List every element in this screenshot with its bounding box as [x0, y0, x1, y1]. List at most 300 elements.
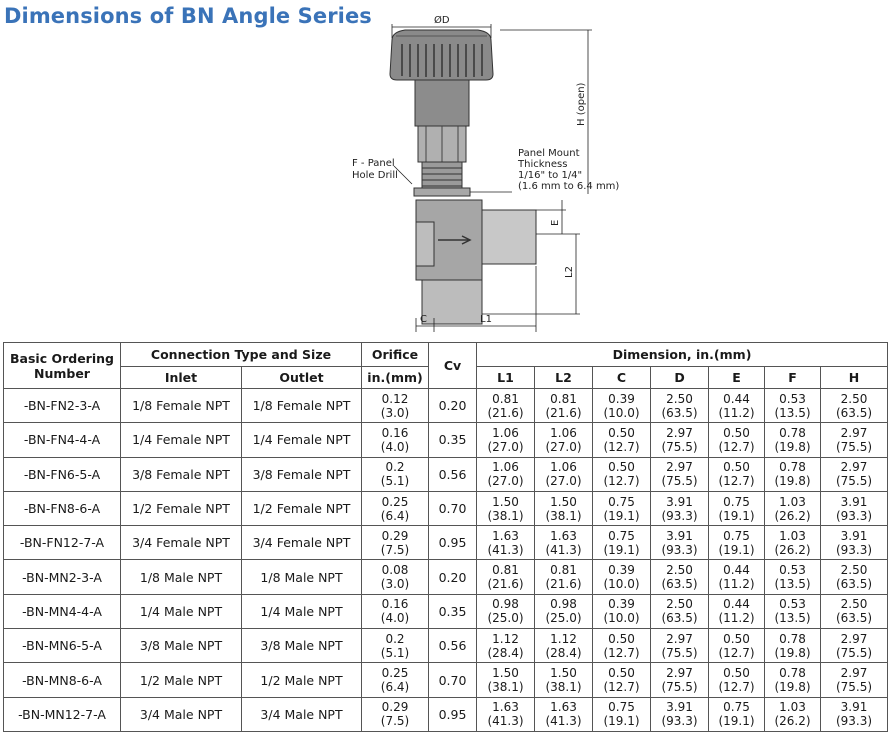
dim-h-cell [821, 423, 888, 457]
table-row [4, 663, 888, 697]
dim-e-inch: 0.44 [723, 563, 750, 578]
table-row [4, 697, 888, 731]
outlet-cell: 1/4 Male NPT [242, 594, 362, 628]
dim-l1-inch: 1.06 [492, 460, 519, 475]
orifice-mm: (5.1) [380, 645, 410, 660]
dim-h-mm: (63.5) [835, 611, 873, 626]
orifice-cell [362, 389, 429, 423]
dim-h-mm: (93.3) [835, 714, 873, 729]
dim-f-inch: 1.03 [779, 528, 806, 543]
valve-dimension-drawing [330, 14, 630, 334]
part-number: -BN-MN6-5-A [4, 629, 121, 663]
cv-cell: 0.20 [429, 560, 477, 594]
dim-d-inch: 3.91 [666, 494, 693, 509]
dim-e-mm: (11.2) [718, 577, 755, 592]
dim-h-inch: 3.91 [840, 700, 868, 715]
dim-e-cell [709, 457, 765, 491]
label-h: H (open) [576, 82, 587, 126]
label-l2: L2 [564, 266, 575, 278]
dim-l2-mm: (28.4) [545, 645, 582, 660]
dim-d-mm: (93.3) [661, 542, 698, 557]
dim-f-cell [765, 594, 821, 628]
dim-l1-mm: (38.1) [487, 680, 524, 695]
label-f-2: Hole Drill [352, 170, 398, 181]
orifice-cell [362, 423, 429, 457]
cv-cell: 0.20 [429, 389, 477, 423]
dim-l1-mm: (21.6) [487, 405, 524, 420]
label-od: ØD [434, 15, 450, 26]
dim-e-mm: (11.2) [718, 611, 755, 626]
table-row [4, 526, 888, 560]
dim-d-inch: 2.97 [666, 425, 693, 440]
dim-l1-inch: 1.50 [492, 494, 519, 509]
orifice-mm: (3.0) [380, 405, 410, 420]
orifice-cell [362, 560, 429, 594]
cv-cell: 0.95 [429, 526, 477, 560]
dim-c-mm: (12.7) [603, 645, 640, 660]
dim-d-cell [651, 663, 709, 697]
dim-e-mm: (12.7) [718, 680, 755, 695]
inlet-cell: 3/4 Female NPT [121, 526, 242, 560]
dim-h-mm: (63.5) [835, 577, 873, 592]
dim-h-cell [821, 663, 888, 697]
dim-l1-cell [477, 389, 535, 423]
part-number: -BN-FN12-7-A [4, 526, 121, 560]
dim-c-cell [593, 389, 651, 423]
dim-h-inch: 3.91 [840, 494, 868, 509]
dim-l2-cell [535, 526, 593, 560]
part-number: -BN-MN8-6-A [4, 663, 121, 697]
part-number: -BN-FN6-5-A [4, 457, 121, 491]
header-f: F [765, 367, 821, 389]
dim-c-inch: 0.50 [608, 631, 635, 646]
part-number: -BN-FN8-6-A [4, 491, 121, 525]
dim-d-mm: (63.5) [661, 577, 698, 592]
dim-d-inch: 3.91 [666, 700, 693, 715]
dim-c-cell [593, 423, 651, 457]
dim-l2-mm: (41.3) [545, 714, 582, 729]
dim-c-mm: (12.7) [603, 680, 640, 695]
orifice-inch: 0.2 [385, 460, 405, 475]
dim-e-inch: 0.50 [723, 666, 750, 681]
dim-f-inch: 0.53 [779, 597, 806, 612]
outlet-cell: 3/4 Female NPT [242, 526, 362, 560]
dim-c-cell [593, 594, 651, 628]
dim-c-cell [593, 526, 651, 560]
dim-d-cell [651, 491, 709, 525]
label-panel-3: 1/16" to 1/4" [518, 170, 583, 181]
dim-l2-cell [535, 629, 593, 663]
header-outlet: Outlet [242, 367, 362, 389]
dim-e-inch: 0.50 [723, 460, 750, 475]
dim-c-mm: (12.7) [603, 474, 640, 489]
dim-l1-inch: 1.06 [492, 425, 519, 440]
orifice-inch: 0.25 [381, 494, 409, 509]
dim-h-mm: (75.5) [835, 680, 873, 695]
dim-l2-inch: 0.81 [550, 391, 577, 406]
dim-l2-inch: 1.06 [550, 425, 577, 440]
dim-h-inch: 2.97 [840, 666, 868, 681]
dim-d-inch: 3.91 [666, 528, 693, 543]
orifice-inch: 0.16 [381, 425, 409, 440]
dim-l2-cell [535, 389, 593, 423]
dim-c-mm: (10.0) [603, 405, 640, 420]
dim-l2-mm: (25.0) [545, 611, 582, 626]
dim-d-mm: (63.5) [661, 611, 698, 626]
dim-h-inch: 2.50 [840, 391, 868, 406]
dim-h-inch: 2.50 [840, 597, 868, 612]
dim-d-cell [651, 526, 709, 560]
dim-l1-inch: 1.63 [492, 700, 519, 715]
dim-f-mm: (26.2) [774, 508, 811, 523]
dim-d-cell [651, 697, 709, 731]
dim-f-cell [765, 389, 821, 423]
dim-c-inch: 0.75 [608, 494, 635, 509]
dim-e-inch: 0.44 [723, 391, 750, 406]
table-row [4, 594, 888, 628]
dim-d-mm: (75.5) [661, 474, 698, 489]
orifice-mm: (3.0) [380, 577, 410, 592]
orifice-cell [362, 663, 429, 697]
dim-e-cell [709, 594, 765, 628]
dim-l1-cell [477, 697, 535, 731]
orifice-mm: (7.5) [380, 714, 410, 729]
dim-f-inch: 0.53 [779, 391, 806, 406]
dim-l1-cell [477, 423, 535, 457]
dim-h-mm: (75.5) [835, 439, 873, 454]
dim-l2-inch: 1.50 [550, 494, 577, 509]
dim-e-cell [709, 663, 765, 697]
dim-f-cell [765, 491, 821, 525]
dim-d-inch: 2.50 [666, 563, 693, 578]
dim-l2-mm: (41.3) [545, 542, 582, 557]
dim-d-mm: (63.5) [661, 405, 698, 420]
dimension-table [3, 342, 888, 732]
inlet-cell: 3/8 Male NPT [121, 629, 242, 663]
dim-f-inch: 0.78 [779, 460, 806, 475]
dim-c-cell [593, 663, 651, 697]
orifice-mm: (7.5) [380, 542, 410, 557]
dim-l2-inch: 1.12 [550, 631, 577, 646]
dim-l1-cell [477, 663, 535, 697]
dim-h-cell [821, 697, 888, 731]
orifice-inch: 0.08 [381, 563, 409, 578]
dim-l1-inch: 1.12 [492, 631, 519, 646]
dim-l1-cell [477, 526, 535, 560]
inlet-cell: 1/2 Male NPT [121, 663, 242, 697]
dim-e-cell [709, 629, 765, 663]
dim-l2-cell [535, 423, 593, 457]
orifice-inch: 0.25 [381, 666, 409, 681]
dim-d-cell [651, 423, 709, 457]
dim-c-cell [593, 491, 651, 525]
table-row [4, 491, 888, 525]
dim-e-mm: (12.7) [718, 645, 755, 660]
header-cv: Cv [429, 343, 477, 389]
dim-f-inch: 1.03 [779, 494, 806, 509]
orifice-cell [362, 594, 429, 628]
dim-h-cell [821, 594, 888, 628]
dim-f-mm: (13.5) [774, 611, 811, 626]
orifice-mm: (5.1) [380, 474, 410, 489]
dim-d-mm: (93.3) [661, 508, 698, 523]
table-row [4, 560, 888, 594]
orifice-inch: 0.16 [381, 597, 409, 612]
label-panel-1: Panel Mount [518, 148, 580, 159]
dim-h-inch: 2.50 [840, 563, 868, 578]
header-l1: L1 [477, 367, 535, 389]
dim-c-inch: 0.50 [608, 425, 635, 440]
inlet-cell: 3/8 Female NPT [121, 457, 242, 491]
dim-l2-mm: (27.0) [545, 439, 582, 454]
inlet-cell: 1/8 Female NPT [121, 389, 242, 423]
dim-c-inch: 0.39 [608, 597, 635, 612]
dim-f-mm: (26.2) [774, 542, 811, 557]
dim-l1-cell [477, 629, 535, 663]
dim-l2-mm: (21.6) [545, 577, 582, 592]
cv-cell: 0.35 [429, 423, 477, 457]
dim-c-inch: 0.50 [608, 460, 635, 475]
label-e: E [550, 219, 561, 226]
dim-f-inch: 0.78 [779, 631, 806, 646]
dim-f-inch: 0.53 [779, 563, 806, 578]
dim-l2-mm: (38.1) [545, 508, 582, 523]
dim-l1-mm: (27.0) [487, 474, 524, 489]
dim-l1-inch: 1.63 [492, 528, 519, 543]
orifice-mm: (4.0) [380, 439, 410, 454]
table-row [4, 389, 888, 423]
label-f-1: F - Panel [352, 158, 395, 169]
dim-f-mm: (26.2) [774, 714, 811, 729]
outlet-cell: 1/2 Male NPT [242, 663, 362, 697]
dim-e-mm: (11.2) [718, 405, 755, 420]
dim-e-mm: (19.1) [718, 542, 755, 557]
dim-l1-mm: (41.3) [487, 542, 524, 557]
orifice-cell [362, 526, 429, 560]
orifice-cell [362, 697, 429, 731]
dim-f-cell [765, 423, 821, 457]
dim-e-mm: (19.1) [718, 714, 755, 729]
orifice-inch: 0.2 [385, 631, 405, 646]
dim-f-cell [765, 629, 821, 663]
outlet-cell: 1/2 Female NPT [242, 491, 362, 525]
dim-d-mm: (75.5) [661, 645, 698, 660]
dim-f-mm: (19.8) [774, 439, 811, 454]
table-row [4, 423, 888, 457]
header-connection: Connection Type and Size [121, 343, 362, 367]
dim-f-inch: 1.03 [779, 700, 806, 715]
dim-l2-cell [535, 491, 593, 525]
orifice-mm: (6.4) [380, 680, 410, 695]
dim-f-mm: (19.8) [774, 680, 811, 695]
dim-c-cell [593, 629, 651, 663]
dim-l2-inch: 1.63 [550, 700, 577, 715]
dim-e-mm: (12.7) [718, 439, 755, 454]
header-orifice-unit: in.(mm) [362, 367, 429, 389]
dim-f-cell [765, 526, 821, 560]
dim-l2-cell [535, 663, 593, 697]
dim-c-cell [593, 457, 651, 491]
dim-d-mm: (75.5) [661, 680, 698, 695]
dim-h-mm: (93.3) [835, 508, 873, 523]
part-number: -BN-FN4-4-A [4, 423, 121, 457]
outlet-cell: 1/8 Female NPT [242, 389, 362, 423]
dim-f-inch: 0.78 [779, 425, 806, 440]
dim-l1-cell [477, 560, 535, 594]
part-number: -BN-MN4-4-A [4, 594, 121, 628]
cv-cell: 0.35 [429, 594, 477, 628]
inlet-cell: 1/2 Female NPT [121, 491, 242, 525]
dim-e-inch: 0.75 [723, 528, 750, 543]
orifice-inch: 0.29 [381, 700, 409, 715]
dim-e-mm: (12.7) [718, 474, 755, 489]
dim-d-cell [651, 594, 709, 628]
dim-f-cell [765, 663, 821, 697]
dim-c-mm: (19.1) [603, 508, 640, 523]
dim-c-inch: 0.39 [608, 391, 635, 406]
dim-d-cell [651, 560, 709, 594]
dim-f-cell [765, 697, 821, 731]
dim-e-cell [709, 491, 765, 525]
dim-f-inch: 0.78 [779, 666, 806, 681]
cv-cell: 0.70 [429, 663, 477, 697]
dim-e-cell [709, 560, 765, 594]
dim-l2-cell [535, 457, 593, 491]
dim-h-inch: 2.97 [840, 460, 868, 475]
dim-h-cell [821, 389, 888, 423]
outlet-cell: 3/4 Male NPT [242, 697, 362, 731]
dim-h-inch: 3.91 [840, 528, 868, 543]
dim-h-mm: (75.5) [835, 474, 873, 489]
header-h: H [821, 367, 888, 389]
dim-c-cell [593, 697, 651, 731]
header-orifice: Orifice [362, 343, 429, 367]
dim-c-mm: (12.7) [603, 439, 640, 454]
page-title: Dimensions of BN Angle Series [4, 4, 372, 28]
table-row [4, 629, 888, 663]
dim-e-inch: 0.50 [723, 425, 750, 440]
outlet-cell: 1/8 Male NPT [242, 560, 362, 594]
dim-e-cell [709, 697, 765, 731]
dim-h-cell [821, 457, 888, 491]
dim-l2-cell [535, 697, 593, 731]
outlet-cell: 1/4 Female NPT [242, 423, 362, 457]
inlet-cell: 3/4 Male NPT [121, 697, 242, 731]
bonnet-nut [418, 126, 466, 162]
dim-f-mm: (13.5) [774, 577, 811, 592]
orifice-cell [362, 629, 429, 663]
dim-e-mm: (19.1) [718, 508, 755, 523]
dim-c-inch: 0.75 [608, 700, 635, 715]
dim-f-cell [765, 457, 821, 491]
dim-d-cell [651, 457, 709, 491]
dim-e-cell [709, 389, 765, 423]
dim-c-cell [593, 560, 651, 594]
dim-l2-inch: 1.50 [550, 666, 577, 681]
dim-c-mm: (10.0) [603, 611, 640, 626]
dim-h-mm: (75.5) [835, 645, 873, 660]
cv-cell: 0.56 [429, 457, 477, 491]
panel-thread [414, 162, 470, 196]
dim-c-inch: 0.50 [608, 666, 635, 681]
valve-stem [415, 80, 469, 126]
dim-h-inch: 2.97 [840, 425, 868, 440]
header-c: C [593, 367, 651, 389]
dim-h-cell [821, 629, 888, 663]
header-d: D [651, 367, 709, 389]
orifice-cell [362, 491, 429, 525]
header-dimension: Dimension, in.(mm) [477, 343, 888, 367]
header-e: E [709, 367, 765, 389]
dim-l2-inch: 1.63 [550, 528, 577, 543]
dim-l1-inch: 0.98 [492, 597, 519, 612]
dim-d-mm: (93.3) [661, 714, 698, 729]
dim-c-mm: (10.0) [603, 577, 640, 592]
dim-l2-mm: (27.0) [545, 474, 582, 489]
handle-knob [390, 30, 493, 80]
dim-l1-inch: 0.81 [492, 563, 519, 578]
dim-e-inch: 0.75 [723, 700, 750, 715]
header-l2: L2 [535, 367, 593, 389]
dim-d-inch: 2.50 [666, 391, 693, 406]
dim-d-cell [651, 629, 709, 663]
dim-l1-mm: (25.0) [487, 611, 524, 626]
dim-l2-mm: (21.6) [545, 405, 582, 420]
dim-l2-inch: 0.98 [550, 597, 577, 612]
dim-f-mm: (19.8) [774, 645, 811, 660]
dim-h-cell [821, 491, 888, 525]
cv-cell: 0.95 [429, 697, 477, 731]
outlet-cell: 3/8 Male NPT [242, 629, 362, 663]
label-l1: L1 [480, 314, 492, 325]
dim-e-inch: 0.44 [723, 597, 750, 612]
orifice-mm: (4.0) [380, 611, 410, 626]
dim-l1-mm: (21.6) [487, 577, 524, 592]
part-number: -BN-FN2-3-A [4, 389, 121, 423]
outlet-cell: 3/8 Female NPT [242, 457, 362, 491]
dim-l2-inch: 1.06 [550, 460, 577, 475]
label-c: C [420, 314, 427, 325]
orifice-mm: (6.4) [380, 508, 410, 523]
label-panel-4: (1.6 mm to 6.4 mm) [518, 181, 620, 192]
orifice-inch: 0.29 [381, 528, 409, 543]
dim-l2-cell [535, 560, 593, 594]
dim-d-inch: 2.97 [666, 666, 693, 681]
inlet-cell: 1/4 Female NPT [121, 423, 242, 457]
header-inlet: Inlet [121, 367, 242, 389]
dim-d-cell [651, 389, 709, 423]
dim-l1-mm: (38.1) [487, 508, 524, 523]
cv-cell: 0.70 [429, 491, 477, 525]
inlet-cell: 1/8 Male NPT [121, 560, 242, 594]
dim-e-inch: 0.50 [723, 631, 750, 646]
valve-body [416, 200, 536, 324]
dim-f-mm: (19.8) [774, 474, 811, 489]
part-number: -BN-MN2-3-A [4, 560, 121, 594]
dim-c-mm: (19.1) [603, 714, 640, 729]
dim-d-inch: 2.50 [666, 597, 693, 612]
dim-l1-cell [477, 594, 535, 628]
label-panel-2: Thickness [518, 159, 568, 170]
dim-e-cell [709, 526, 765, 560]
dim-l1-mm: (28.4) [487, 645, 524, 660]
dim-h-mm: (93.3) [835, 542, 873, 557]
cv-cell: 0.56 [429, 629, 477, 663]
dim-d-mm: (75.5) [661, 439, 698, 454]
dim-l1-inch: 0.81 [492, 391, 519, 406]
dim-l1-mm: (27.0) [487, 439, 524, 454]
dim-h-inch: 2.97 [840, 631, 868, 646]
